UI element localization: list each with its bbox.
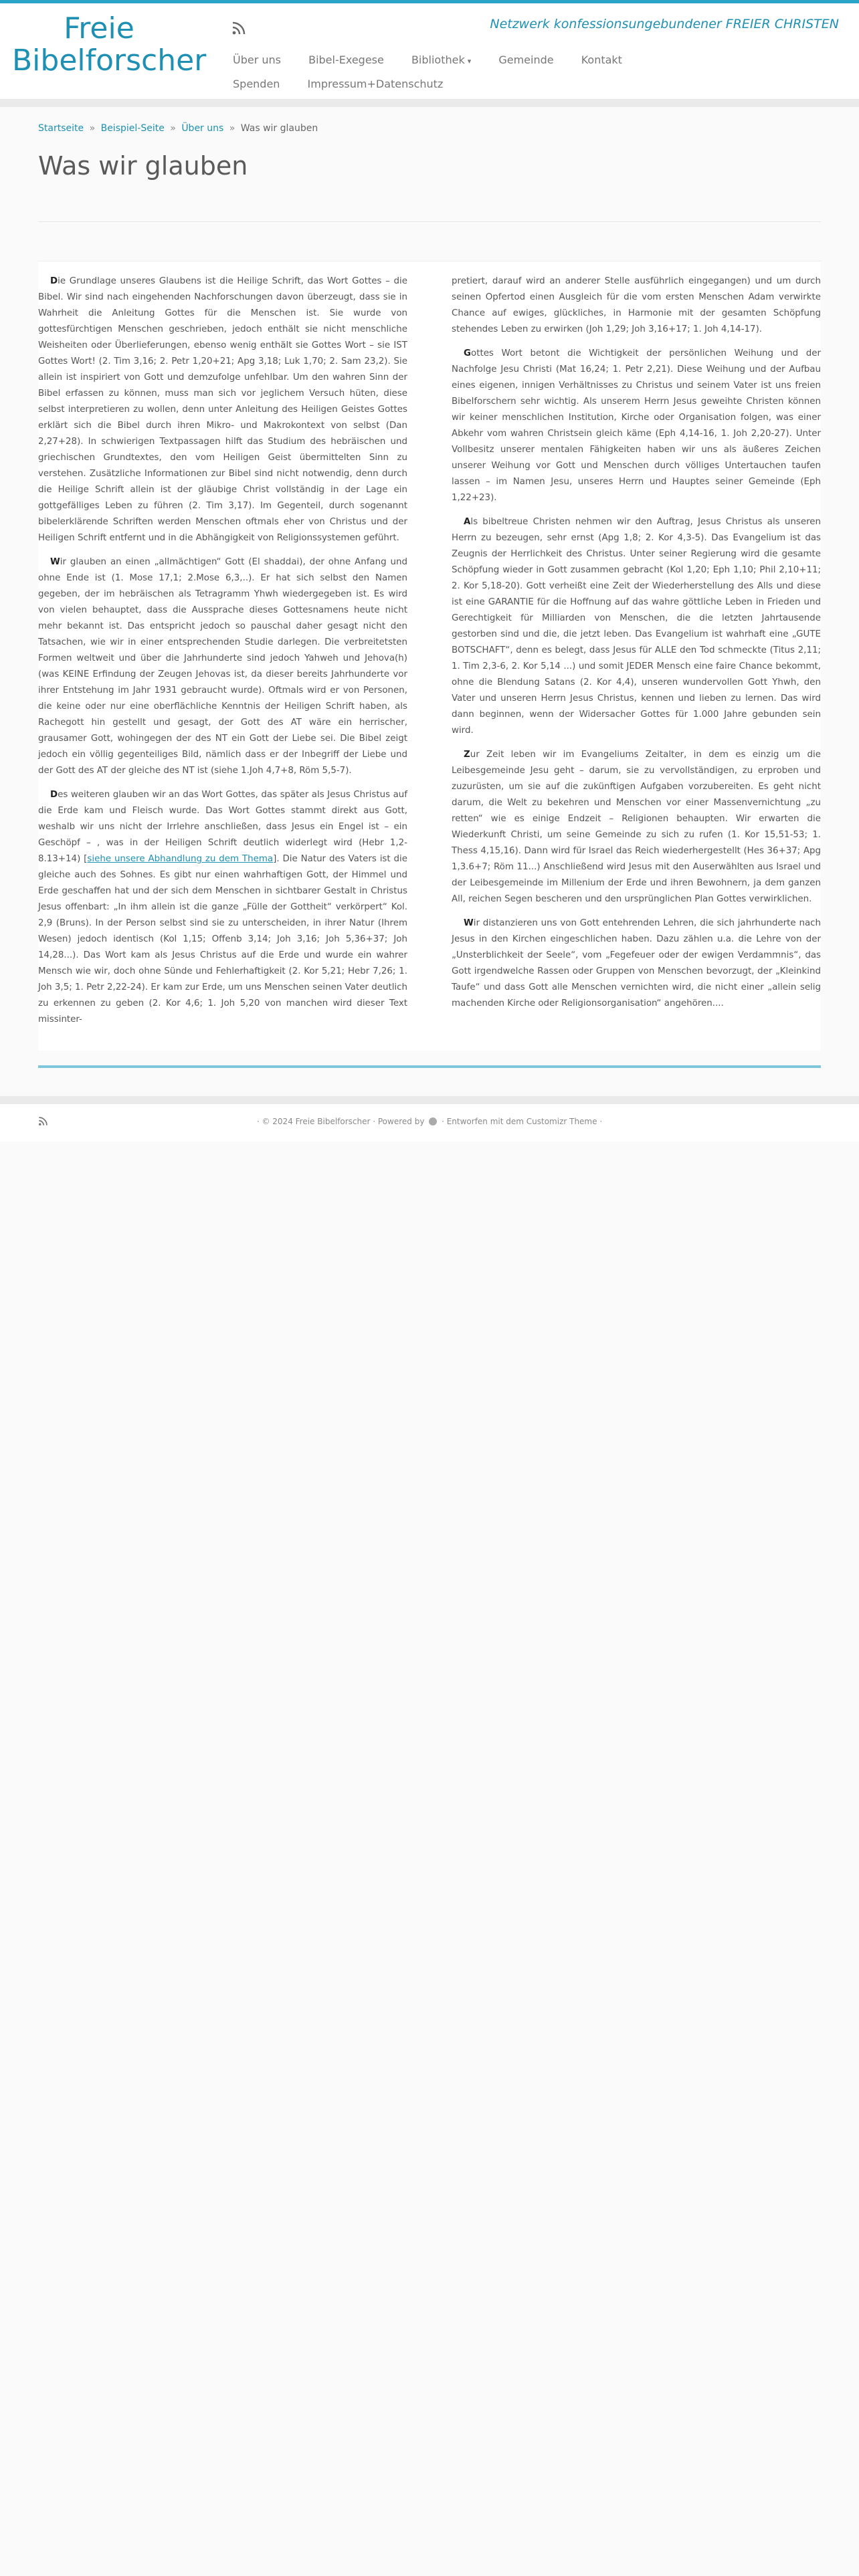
drop-initial: Z: [464, 750, 470, 760]
logo-line-1: Freie: [64, 11, 134, 45]
breadcrumb: [38, 107, 821, 134]
theme-credit[interactable]: · Entworfen mit dem Customizr Theme ·: [442, 1117, 603, 1126]
breadcrumb-separator: »: [89, 123, 96, 134]
nav-item-bibliothek[interactable]: [399, 49, 483, 73]
paragraph: [452, 274, 821, 338]
nav-item-ueber-uns[interactable]: [221, 49, 293, 72]
paragraph-text: ls bibeltreue Christen nehmen wir den Auftrag, Jesus Christus als unseren Herrn zu bezeugen, sehr ernst (Apg 1,8; 2. Kor 4,3-5). Das Evangelium ist das Zeugnis der Herrlichkeit des Christus. Unter seiner Regierung wird die gesamte Schöpfung wieder in Gott zusammen gebracht (Kol 1,20; Eph 1,10; Phil 2,10+11; 2. Kor 5,18-20). Gott verheißt eine Zeit der Wiederherstellung des Alls und diese ist eine GARANTIE für die Hoffnung auf das wahre göttliche Leben in Frieden und Gerechtigkeit für Milliarden von Menschen, die die letzten Jahrtausende gestorben sind und die, die jetzt leben. Das Evangelium ist wahrhaft eine „GUTE BOTSCHAFT“, denn es belegt, dass Jesus für ALLE den Tod schmeckte (Titus 2,11; 1. Tim 2,3-6, 2. Kor 5,14 ...) und somit JEDER Mensch eine faire Chance bekommt, ohne die Blendung Satans (2. Kor 4,4), unseren wundervollen Gott Yhwh, den Vater und unseren Herrn Jesus Christus, kennen und lieben zu lernen. Das wird dann beginnen, wenn der Widersacher Gottes für 1.000 Jahre gebunden sein wird.: [452, 517, 821, 736]
paragraph: [452, 346, 821, 506]
breadcrumb-separator: »: [170, 123, 176, 134]
nav-item-impressum[interactable]: [296, 73, 456, 96]
rss-icon[interactable]: [231, 21, 246, 35]
drop-initial: G: [464, 348, 471, 358]
breadcrumb-current: Was wir glauben: [240, 123, 318, 134]
paragraph: [452, 747, 821, 907]
paragraph-text: ir distanzieren uns von Gott entehrenden Lehren, die sich jahrhunderte nach Jesus in den Kirchen eingeschlichen haben. Dazu zählen u.a. die Lehre von der „Unsterblichkeit der Seele“, vom „Fegefeuer oder der ewigen Verdammnis“, das Gott irgendwelche Rassen oder Gruppen von Menschen bevorzugt, der „Kleinkind Taufe“ und dass Gott alle Menschen vernichten wird, die nicht einer „allein selig machenden Kirche oder Religionsorganisation“ angehören....: [452, 918, 821, 1008]
header-divider: [0, 99, 859, 107]
paragraph: [38, 554, 407, 779]
title-divider: [38, 221, 821, 222]
chevron-down-icon: ▾: [467, 57, 472, 66]
page-title: Was wir glauben: [38, 151, 248, 181]
article-body: [38, 261, 821, 1051]
paragraph: [38, 274, 407, 546]
nav-item-label: Über uns: [233, 53, 281, 66]
breadcrumb-beispiel-seite[interactable]: Beispiel-Seite: [100, 123, 165, 134]
nav-item-kontakt[interactable]: [569, 49, 634, 72]
breadcrumb-ueber-uns[interactable]: Über uns: [181, 123, 224, 134]
site-footer: [0, 1104, 859, 1142]
main-navigation: [221, 49, 689, 96]
nav-item-label: Gemeinde: [498, 53, 554, 66]
nav-item-label: Bibel-Exegese: [308, 53, 384, 66]
paragraph-text: ]. Die Natur des Vaters ist die gleiche auch des Sohnes. Es gibt nur einen wahrhaftigen Gott, der Himmel und Erde geschaffen hat und der sich dem Menschen in sichtbarer Gestalt in Christus Jesus offenbart: „In ihm allein ist die ganze „Fülle der Gottheit“ verkörpert“ Kol. 2,9 (Bruns). In der Person selbst sind sie zu unterscheiden, in ihrer Natur (Ihrem Wesen) jedoch identisch (Kol 1,15; Offenb 3,14; Joh 3,16; Joh 5,36+37; Joh 14,28...). Das Wort kam als Jesus Christus auf die Erde und wurde ein wahrer Mensch wie wir, doch ohne Sünde und Fehlerhaftigkeit (2. Kor 5,21; Hebr 7,26; 1. Joh 3,5; 1. Petr 2,22-24). Er kam zur Erde, um uns Menschen seinen Vater deutlich zu erkennen zu geben (2. Kor 4,6; 1. Joh 5,20 von manchen wird dieser Text missinter-: [38, 854, 407, 1025]
site-tagline: Netzwerk konfessionsungebundener FREIER CHRISTEN: [490, 17, 839, 31]
paragraph-text: ottes Wort betont die Wichtigkeit der persönlichen Weihung und der Nachfolge Jesu Christi (Mat 16,24; 1. Petr 2,21). Diese Weihung und der Aufbau eines eigenen, innigen Verhältnisses zu Christus und seinem Vater ist uns freien Bibelforschern sehr wichtig. Als unserem Herrn Jesus geweihte Christen können wir keiner menschlichen Institution, Kirche oder Organisation folgen, was einer Abkehr vom wahren Christsein gleich käme (Eph 4,14-16, 1. Joh 2,20-27). Unter Vollbesitz unserer mentalen Fähigkeiten haben wir uns als äußeres Zeichen unserer Weihung vor Gott und Menschen durch völliges Untertauchen taufen lassen – im Namen Jesu, unseres Herrn und Hauptes seiner Gemeinde (Eph 1,22+23).: [452, 348, 821, 503]
paragraph-text: ur Zeit leben wir im Evangeliums Zeitalter, in dem es einzig um die Leibesgemeinde Jesu geht – darum, sie zu vervollständigen, zu erproben und zuzurüsten, um sie auf die zukünftigen Aufgaben vorzubereiten. Es geht nicht darum, die Welt zu bekehren und Menschen vor einer Massenvernichtung „zu retten“ wie es einige Endzeit – Religionen behaupten. Wir erwarten die Wiederkunft Christi, um seine Gemeinde zu sich zu rufen (1. Kor 15,51-53; 1. Thess 4,15,16). Dann wird für Israel das Reich wiederhergestellt (Hes 36+37; Apg 1,3.6+7; Röm 11...) Anschließend wird Jesus mit den Auserwählten aus Israel und der Leibesgemeinde im Millenium der Erde und ihren Bewohnern, ja dem ganzen All, reichen Segen bescheren und den ursprünglichen Plan Gottes verwirklichen.: [452, 750, 821, 904]
drop-initial: D: [50, 276, 58, 286]
drop-initial: W: [464, 918, 474, 928]
nav-item-gemeinde[interactable]: [486, 49, 565, 72]
nav-item-label: Kontakt: [581, 53, 622, 66]
drop-initial: A: [464, 517, 471, 527]
logo-line-2: Bibelforscher: [12, 43, 207, 78]
paragraph: [452, 916, 821, 1012]
copyright-text: · © 2024 Freie Bibelforscher · Powered by: [256, 1117, 425, 1126]
paragraph-text: ir glauben an einen „allmächtigen“ Gott (El shaddai), der ohne Anfang und ohne Ende ist (1. Mose 17,1; 2.Mose 6,3,..). Er hat sich selbst den Namen gegeben, der im hebräischen als Tetragramm Yhwh wiedergegeben ist. Es wird von vielen behauptet, dass die Aussprache dieses Gottesnamens heute nicht mehr bekannt ist. Das entspricht jedoch so pauschal daher gesagt nicht den Tatsachen, wie wir in einer entsprechenden Studie darlegen. Die verbreitetsten Formen weltweit und über die Jahrhunderte sind jedoch Yahweh und Jehova(h) (was KEINE Erfindung der Zeugen Jehovas ist, da dieser bereits Jahrhunderte vor ihrer Entstehung im Jahr 1931 gebraucht wurde). Oftmals wird er von Personen, die keine oder nur eine oberflächliche Kenntnis der Heiligen Schrift haben, als Rachegott hin gestellt und gesagt, der Gott des AT wäre ein herrischer, grausamer Gott, wohingegen der des NT ein Gott der Liebe sei. Die Bibel zeigt jedoch ein völlig gegenteiliges Bild, nämlich dass er der Inbegriff der Liebe und der Gott des AT der gleiche des NT ist (siehe 1.Joh 4,7+8, Röm 5,5-7).: [38, 557, 407, 776]
nav-item-bibel-exegese[interactable]: [296, 49, 396, 72]
paragraph-text: pretiert, darauf wird an anderer Stelle ausführlich eingegangen) und um durch seinen Opfertod einen Ausgleich für die vom ersten Menschen Adam verwirkte Chance auf ewiges, glückliches, in Harmonie mit der gesamten Schöpfung stehendes Leben zu erwirken (Joh 1,29; Joh 3,16+17; 1. Joh 4,14-17).: [452, 276, 821, 334]
site-header: [0, 3, 859, 99]
site-logo[interactable]: [12, 11, 207, 78]
abhandlung-link[interactable]: siehe unsere Abhandlung zu dem Thema: [87, 854, 274, 864]
breadcrumb-separator: »: [229, 123, 235, 134]
footer-divider: [0, 1096, 859, 1104]
main-content: [38, 107, 821, 1068]
drop-initial: W: [50, 557, 60, 567]
paragraph-text: ie Grundlage unseres Glaubens ist die Heilige Schrift, das Wort Gottes – die Bibel. Wir sind nach eingehenden Nachforschungen davon überzeugt, dass sie in Wahrheit die Anleitung Gottes für die Menschen ist. Sie wurde von gottesfürchtigen Menschen geschrieben, jedoch enthält sie nicht menschliche Weisheiten oder Überlieferungen, ebenso wenig enthält sie Gottes Wort – sie IST Gottes Wort! (2. Tim 3,16; 2. Petr 1,20+21; Apg 3,18; Luk 1,70; 2. Sam 23,2). Sie allein ist inspiriert von Gott und demzufolge unfehlbar. Um den wahren Sinn der Bibel erfassen zu können, muss man sich vor jeglichem Versuch hüten, diese selbst interpretieren zu wollen, denn unter Anleitung des Heiligen Geistes Gottes erklärt sich die Bibel durch ihren Mikro- und Makrokontext von selbst (Dan 2,27+28). In schwierigen Textpassagen hilft das Studium des hebräischen und griechischen Grundtextes, den vom Heiligen Geist übermittelten Sinn zu verstehen. Zusätzliche Informationen zur Bibel sind nicht notwendig, denn durch die Heilige Schrift allein ist der gläubige Christ vollständig in der Lage ein gottgefälliges Leben zu führen (2. Tim 3,17). Im Gegenteil, durch sogenannt bibelerklärende Schriften werden Menschen oftmals eher von Christus und der Heiligen Schrift entfernt und in die Abhängigkeit von Religionssystemen geführt.: [38, 276, 407, 543]
drop-initial: D: [50, 790, 58, 800]
article-bottom-bar: [38, 1065, 821, 1068]
nav-item-label: Bibliothek: [411, 53, 465, 66]
article-column-left: [38, 274, 407, 1036]
nav-item-label: Spenden: [233, 78, 280, 90]
breadcrumb-home[interactable]: Startseite: [38, 123, 84, 134]
paragraph: [38, 787, 407, 1028]
nav-item-spenden[interactable]: [221, 73, 292, 96]
paragraph: [452, 514, 821, 739]
footer-credits: [0, 1117, 859, 1126]
paragraph-text: es weiteren glauben wir an das Wort Gottes, das später als Jesus Christus auf die Erde kam und Fleisch wurde. Das Wort Gottes stammt direkt aus Gott, weshalb wir uns nicht der Irrlehre anschließen, dass Jesus ein Engel ist – ein Geschöpf – , was in der Heiligen Schrift deutlich widerlegt wird (Hebr 1,2-8.13+14) [: [38, 790, 407, 864]
nav-item-label: Impressum+Datenschutz: [307, 78, 444, 90]
article-column-right: [452, 274, 821, 1036]
wordpress-icon[interactable]: [429, 1117, 437, 1125]
